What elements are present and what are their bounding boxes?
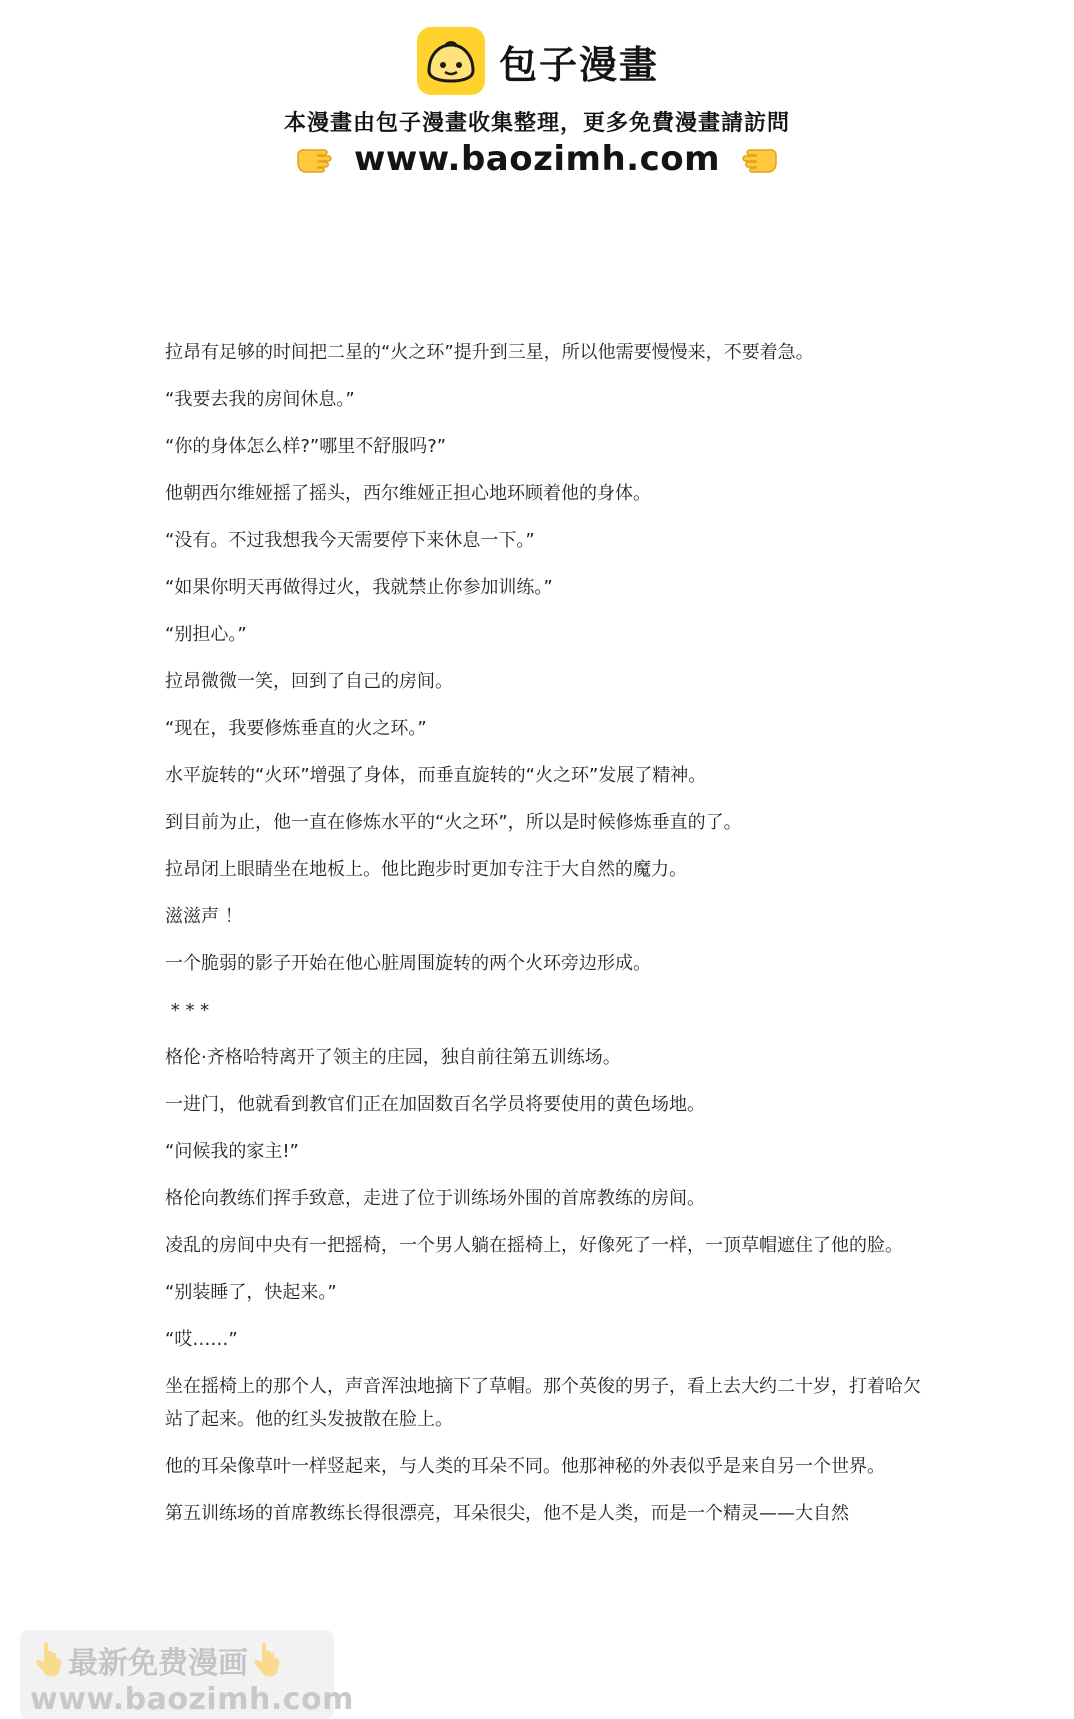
pointing-hand-right-icon [294,143,338,175]
pointing-down-hand-icon [252,1642,282,1678]
paragraph: 一进门，他就看到教官们正在加固数百名学员将要使用的黄色场地。 [165,1094,705,1115]
paragraph: “问候我的家主!” [165,1141,299,1162]
paragraph: 格伦·齐格哈特离开了领主的庄园，独自前往第五训练场。 [165,1047,621,1068]
paragraph: 第五训练场的首席教练长得很漂亮，耳朵很尖，他不是人类，而是一个精灵——大自然 [165,1503,849,1524]
brand-name: 包子漫畫 [498,42,659,87]
paragraph: 拉昂微微一笑，回到了自己的房间。 [165,671,453,692]
banner-tagline: 本漫畫由包子漫畫收集整理，更多免費漫畫請訪問 [283,111,790,136]
paragraph: 他的耳朵像草叶一样竖起来，与人类的耳朵不同。他那神秘的外表似乎是来自另一个世界。 [165,1456,885,1477]
scene-break: * * * [165,1000,210,1021]
baozi-bun-icon [415,25,487,97]
watermark [20,1630,354,1719]
paragraph: 滋滋声 ！ [165,906,243,927]
logo-row [0,24,1074,98]
paragraph: “没有。不过我想我今天需要停下来休息一下。” [165,530,535,551]
paragraph: “现在，我要修炼垂直的火之环。” [165,718,427,739]
watermark-line1 [34,1640,282,1680]
paragraph: “别装睡了，快起来。” [165,1282,337,1303]
paragraph: 凌乱的房间中央有一把摇椅，一个男人躺在摇椅上，好像死了一样，一顶草帽遮住了他的脸。 [165,1235,903,1256]
chapter-text [165,336,925,1544]
paragraph: “哎……” [165,1329,238,1350]
paragraph: “你的身体怎么样?”哪里不舒服吗?” [165,436,447,457]
paragraph: 一个脆弱的影子开始在他心脏周围旋转的两个火环旁边形成。 [165,953,651,974]
paragraph: 拉昂有足够的时间把二星的“火之环”提升到三星，所以他需要慢慢来，不要着急。 [165,342,814,363]
watermark-url: www.baozimh.com [30,1682,354,1717]
paragraph: 他朝西尔维娅摇了摇头，西尔维娅正担心地环顾着他的身体。 [165,483,651,504]
paragraph: 拉昂闭上眼睛坐在地板上。他比跑步时更加专注于大自然的魔力。 [165,859,687,880]
paragraph: “我要去我的房间休息。” [165,389,355,410]
pointing-hand-left-icon [736,143,780,175]
site-url[interactable]: www.baozimh.com [353,139,721,179]
paragraph: 水平旋转的“火环”增强了身体，而垂直旋转的“火之环”发展了精神。 [165,765,707,786]
site-banner [0,18,1074,188]
paragraph: 格伦向教练们挥手致意，走进了位于训练场外围的首席教练的房间。 [165,1188,705,1209]
pointing-down-hand-icon [34,1642,64,1678]
paragraph: “别担心。” [165,624,247,645]
watermark-slogan: 最新免费漫画 [68,1646,248,1681]
paragraph: 坐在摇椅上的那个人，声音浑浊地摘下了草帽。那个英俊的男子，看上去大约二十岁，打着哈欠站了起来。他的红头发披散在脸上。 [165,1376,921,1430]
site-url-row[interactable] [0,136,1074,182]
paragraph: 到目前为止，他一直在修炼水平的“火之环”，所以是时候修炼垂直的了。 [165,812,742,833]
paragraph: “如果你明天再做得过火，我就禁止你参加训练。” [165,577,553,598]
